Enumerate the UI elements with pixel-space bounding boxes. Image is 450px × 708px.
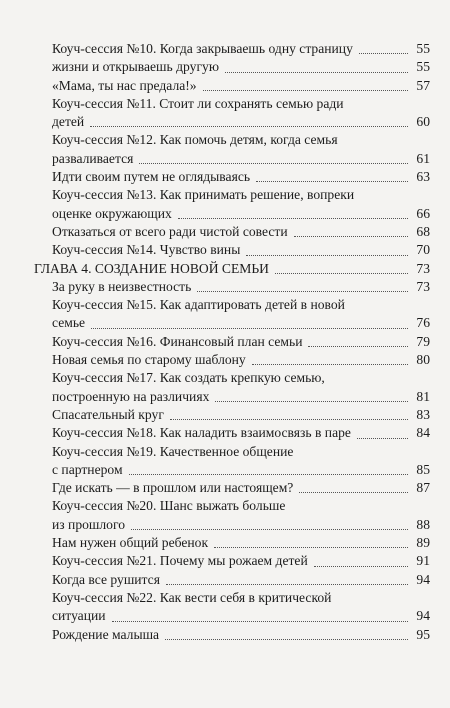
- toc-entry: [34, 168, 430, 186]
- toc-entry: [34, 424, 430, 442]
- toc-entry: [34, 626, 430, 644]
- toc-entry: [34, 186, 430, 204]
- dot-leader: [314, 565, 409, 567]
- toc-entry: [34, 589, 430, 607]
- toc-entry-title: оценке окружающих: [52, 205, 172, 221]
- chapter-heading: [34, 260, 430, 278]
- toc-page-number: 76: [416, 315, 430, 331]
- toc-page-number: 85: [416, 461, 430, 477]
- toc-page-number: 55: [416, 41, 430, 56]
- dot-leader: [215, 400, 408, 402]
- toc-page-number: 91: [416, 553, 430, 569]
- toc-page-number: 63: [416, 169, 430, 185]
- toc-entry: [34, 534, 430, 552]
- dot-leader: [165, 638, 408, 640]
- toc-entry-title: Коуч-сессия №22. Как вести себя в критической: [52, 589, 332, 605]
- dot-leader: [139, 162, 408, 164]
- toc-page-number: 94: [416, 571, 430, 587]
- toc-entry-title: Где искать — в прошлом или настоящем?: [52, 480, 294, 496]
- toc-entry-title: Нам нужен общий ребенок: [52, 535, 209, 551]
- toc-entry: [34, 607, 430, 625]
- toc-entry: [34, 223, 430, 241]
- toc-entry-title: Новая семья по старому шаблону: [52, 352, 246, 368]
- toc-entry-title: Коуч-сессия №17. Как создать крепкую семью,: [52, 370, 325, 386]
- dot-leader: [225, 71, 408, 73]
- toc-entry-title: с партнером: [52, 461, 123, 477]
- toc-entry-title: детей: [52, 114, 85, 130]
- toc-page-number: 81: [416, 388, 430, 404]
- table-of-contents: [34, 40, 430, 644]
- toc-entry-title: Коуч-сессия №19. Качественное общение: [52, 443, 294, 459]
- toc-entry-title: Коуч-сессия №18. Как наладить взаимосвязь в паре: [52, 425, 351, 441]
- toc-entry: [34, 461, 430, 479]
- toc-page-number: 79: [416, 333, 430, 349]
- toc-entry-title: Коуч-сессия №20. Шанс выжать больше: [52, 498, 286, 514]
- toc-entry-title: Идти своим путем не оглядываясь: [52, 169, 251, 185]
- dot-leader: [275, 272, 408, 274]
- toc-entry: [34, 95, 430, 113]
- toc-entry-title: ситуации: [52, 608, 106, 624]
- toc-page-number: 73: [416, 260, 430, 276]
- toc-entry: [34, 333, 430, 351]
- toc-entry: [34, 406, 430, 424]
- toc-page-number: 87: [416, 480, 430, 496]
- dot-leader: [203, 89, 409, 91]
- toc-entry-title: Когда все рушится: [52, 571, 160, 587]
- dot-leader: [90, 125, 408, 127]
- dot-leader: [166, 583, 408, 585]
- dot-leader: [170, 418, 409, 420]
- toc-entry-title: из прошлого: [52, 516, 125, 532]
- toc-entry: [34, 241, 430, 259]
- toc-entry-title: Коуч-сессия №16. Финансовый план семьи: [52, 333, 303, 349]
- toc-entry-title: Рождение малыша: [52, 626, 160, 642]
- toc-page-number: 89: [416, 535, 430, 551]
- toc-entry: [34, 369, 430, 387]
- toc-page-number: 83: [416, 406, 430, 422]
- toc-entry-title: Коуч-сессия №12. Как помочь детям, когда семья: [52, 132, 338, 148]
- toc-entry-title: Коуч-сессия №14. Чувство вины: [52, 242, 241, 258]
- dot-leader: [131, 528, 408, 530]
- toc-entry: [34, 516, 430, 534]
- toc-entry-title: построенную на различиях: [52, 388, 210, 404]
- toc-entry-title: Коуч-сессия №13. Как принимать решение, вопреки: [52, 187, 355, 203]
- toc-entry: [34, 351, 430, 369]
- toc-entry: [34, 388, 430, 406]
- dot-leader: [252, 363, 409, 365]
- dot-leader: [294, 235, 409, 237]
- dot-leader: [178, 217, 409, 219]
- toc-page-number: 66: [416, 205, 430, 221]
- toc-entry: [34, 131, 430, 149]
- toc-page-number: 84: [416, 425, 430, 441]
- toc-page-number: 70: [416, 242, 430, 258]
- toc-page-number: 61: [416, 150, 430, 166]
- toc-page-number: 88: [416, 516, 430, 532]
- toc-entry: [34, 571, 430, 589]
- dot-leader: [359, 52, 409, 54]
- toc-entry-title: Коуч-сессия №10. Когда закрываешь одну страницу: [52, 41, 353, 56]
- toc-page-number: 57: [416, 77, 430, 93]
- toc-entry: [34, 77, 430, 95]
- toc-entry: [34, 113, 430, 131]
- toc-entry: [34, 443, 430, 461]
- toc-entry-title: Спасательный круг: [52, 406, 164, 422]
- toc-entry: [34, 278, 430, 296]
- dot-leader: [256, 180, 408, 182]
- toc-entry: [34, 150, 430, 168]
- toc-entry-title: «Мама, ты нас предала!»: [52, 77, 197, 93]
- dot-leader: [299, 491, 408, 493]
- dot-leader: [357, 437, 408, 439]
- toc-page-number: 94: [416, 608, 430, 624]
- dot-leader: [129, 473, 409, 475]
- toc-entry: [34, 296, 430, 314]
- toc-entry: [34, 58, 430, 76]
- dot-leader: [112, 620, 409, 622]
- dot-leader: [308, 345, 408, 347]
- toc-entry-title: семье: [52, 315, 86, 331]
- toc-entry-title: Коуч-сессия №11. Стоит ли сохранять семью ради: [52, 95, 344, 111]
- toc-entry-title: ГЛАВА 4. СОЗДАНИЕ НОВОЙ СЕМЬИ: [34, 260, 269, 276]
- dot-leader: [246, 254, 408, 256]
- dot-leader: [197, 290, 408, 292]
- toc-entry: [34, 497, 430, 515]
- dot-leader: [214, 546, 408, 548]
- toc-page-number: 60: [416, 114, 430, 130]
- toc-entry: [34, 552, 430, 570]
- toc-entry-title: жизни и открываешь другую: [52, 59, 219, 75]
- toc-page-number: 80: [416, 352, 430, 368]
- toc-entry-title: Коуч-сессия №15. Как адаптировать детей в новой: [52, 297, 345, 313]
- toc-entry-title: Коуч-сессия №21. Почему мы рожаем детей: [52, 553, 308, 569]
- toc-entry-title: разваливается: [52, 150, 134, 166]
- toc-entry: [34, 479, 430, 497]
- toc-entry: [34, 205, 430, 223]
- toc-entry-title: Отказаться от всего ради чистой совести: [52, 223, 288, 239]
- toc-page-number: 95: [416, 626, 430, 642]
- toc-page-number: 55: [416, 59, 430, 75]
- toc-page-number: 68: [416, 223, 430, 239]
- toc-entry: [34, 40, 430, 58]
- toc-page-number: 73: [416, 278, 430, 294]
- toc-entry: [34, 314, 430, 332]
- toc-entry-title: За руку в неизвестность: [52, 278, 192, 294]
- dot-leader: [91, 327, 408, 329]
